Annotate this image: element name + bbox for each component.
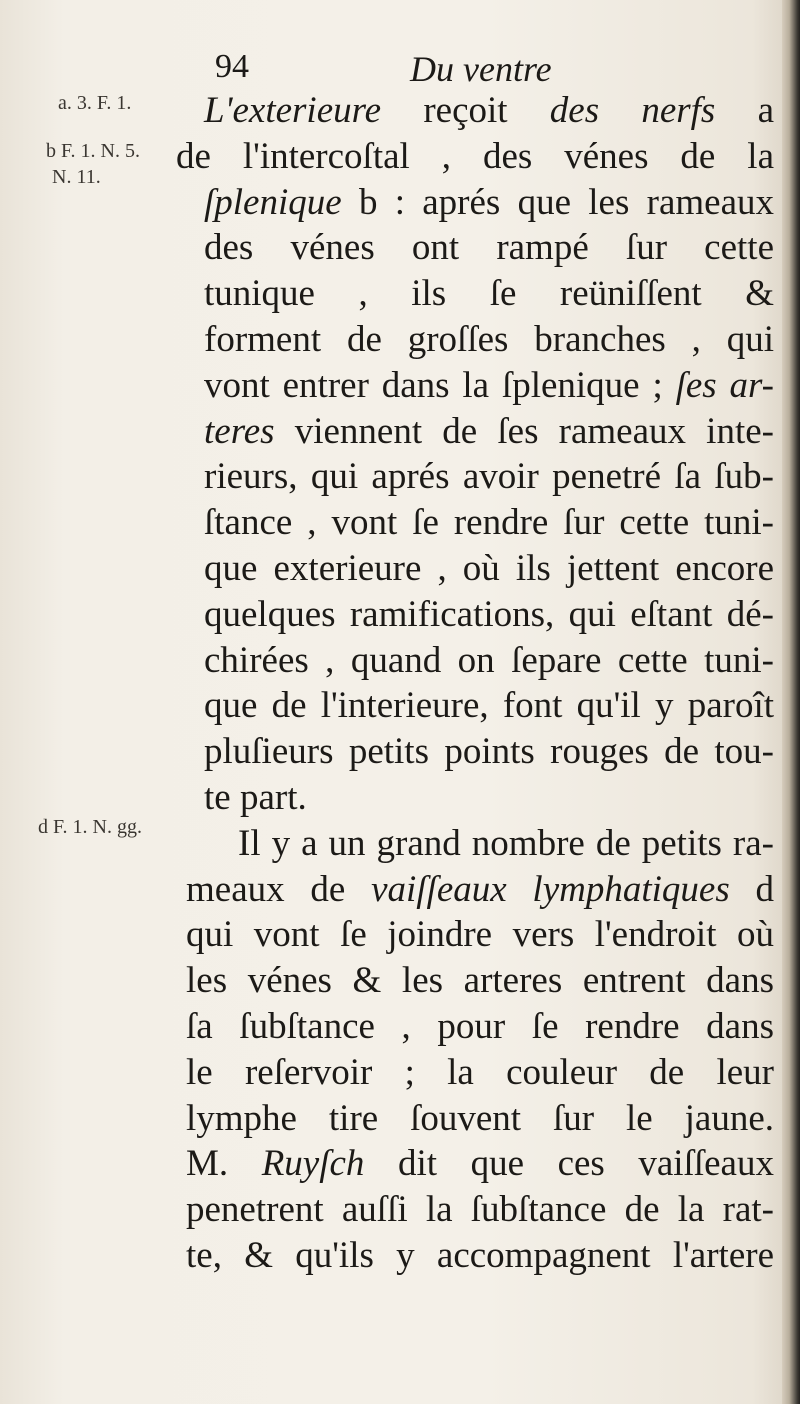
- text-line: L'exterieure reçoit des nerfs a: [204, 90, 774, 131]
- text-line: ſtance , vont ſe rendre ſur cette tuni-: [204, 502, 774, 544]
- text-line: quelques ramifications, qui eſtant dé-: [204, 593, 774, 635]
- text-line: Il y a un grand nombre de petits ra-: [238, 822, 774, 864]
- text-line: le reſervoir ; la couleur de leur: [186, 1051, 774, 1093]
- text-line: te part.: [204, 776, 307, 818]
- text-line: des vénes ont rampé ſur cette: [204, 227, 774, 269]
- text-line: que de l'interieure, font qu'il y paroît: [204, 685, 774, 727]
- text-line: forment de groſſes branches , qui: [204, 318, 774, 360]
- margin-note: N. 11.: [52, 166, 101, 188]
- text-line: rieurs, qui aprés avoir penetré ſa ſub-: [204, 456, 774, 498]
- body-text: [176, 88, 774, 1279]
- margin-note: b F. 1. N. 5.: [46, 140, 140, 162]
- text-line: chirées , quand on ſepare cette tuni-: [204, 639, 774, 681]
- text-line: les vénes & les arteres entrent dans: [186, 960, 774, 1002]
- text-line: qui vont ſe joindre vers l'endroit où: [186, 914, 774, 956]
- text-line: ſplenique b : aprés que les rameaux: [204, 181, 774, 223]
- text-line: ſa ſubſtance , pour ſe rendre dans: [186, 1005, 774, 1047]
- margin-note: d F. 1. N. gg.: [38, 816, 142, 838]
- running-title: Du ventre: [410, 49, 552, 89]
- text-line: lymphe tire ſouvent ſur le jaune.: [186, 1097, 774, 1139]
- text-line: teres viennent de ſes rameaux inte-: [204, 410, 774, 452]
- text-line: que exterieure , où ils jettent encore: [204, 547, 774, 589]
- margin-note: a. 3. F. 1.: [58, 92, 132, 114]
- text-line: tunique , ils ſe reüniſſent &: [204, 273, 774, 315]
- text-line: penetrent auſſi la ſubſtance de la rat-: [186, 1189, 774, 1231]
- page-edge: [782, 0, 800, 1404]
- text-line: vont entrer dans la ſplenique ; ſes ar-: [204, 364, 774, 406]
- page-number: 94: [215, 48, 249, 85]
- text-line: pluſieurs petits points rouges de tou-: [204, 731, 774, 773]
- text-line: M. Ruyſch dit que ces vaiſſeaux: [186, 1143, 774, 1185]
- text-line: de l'intercoſtal , des vénes de la: [176, 135, 774, 177]
- text-line: meaux de vaiſſeaux lymphatiques d: [186, 868, 774, 910]
- text-line: te, & qu'ils y accompagnent l'artere: [186, 1234, 774, 1276]
